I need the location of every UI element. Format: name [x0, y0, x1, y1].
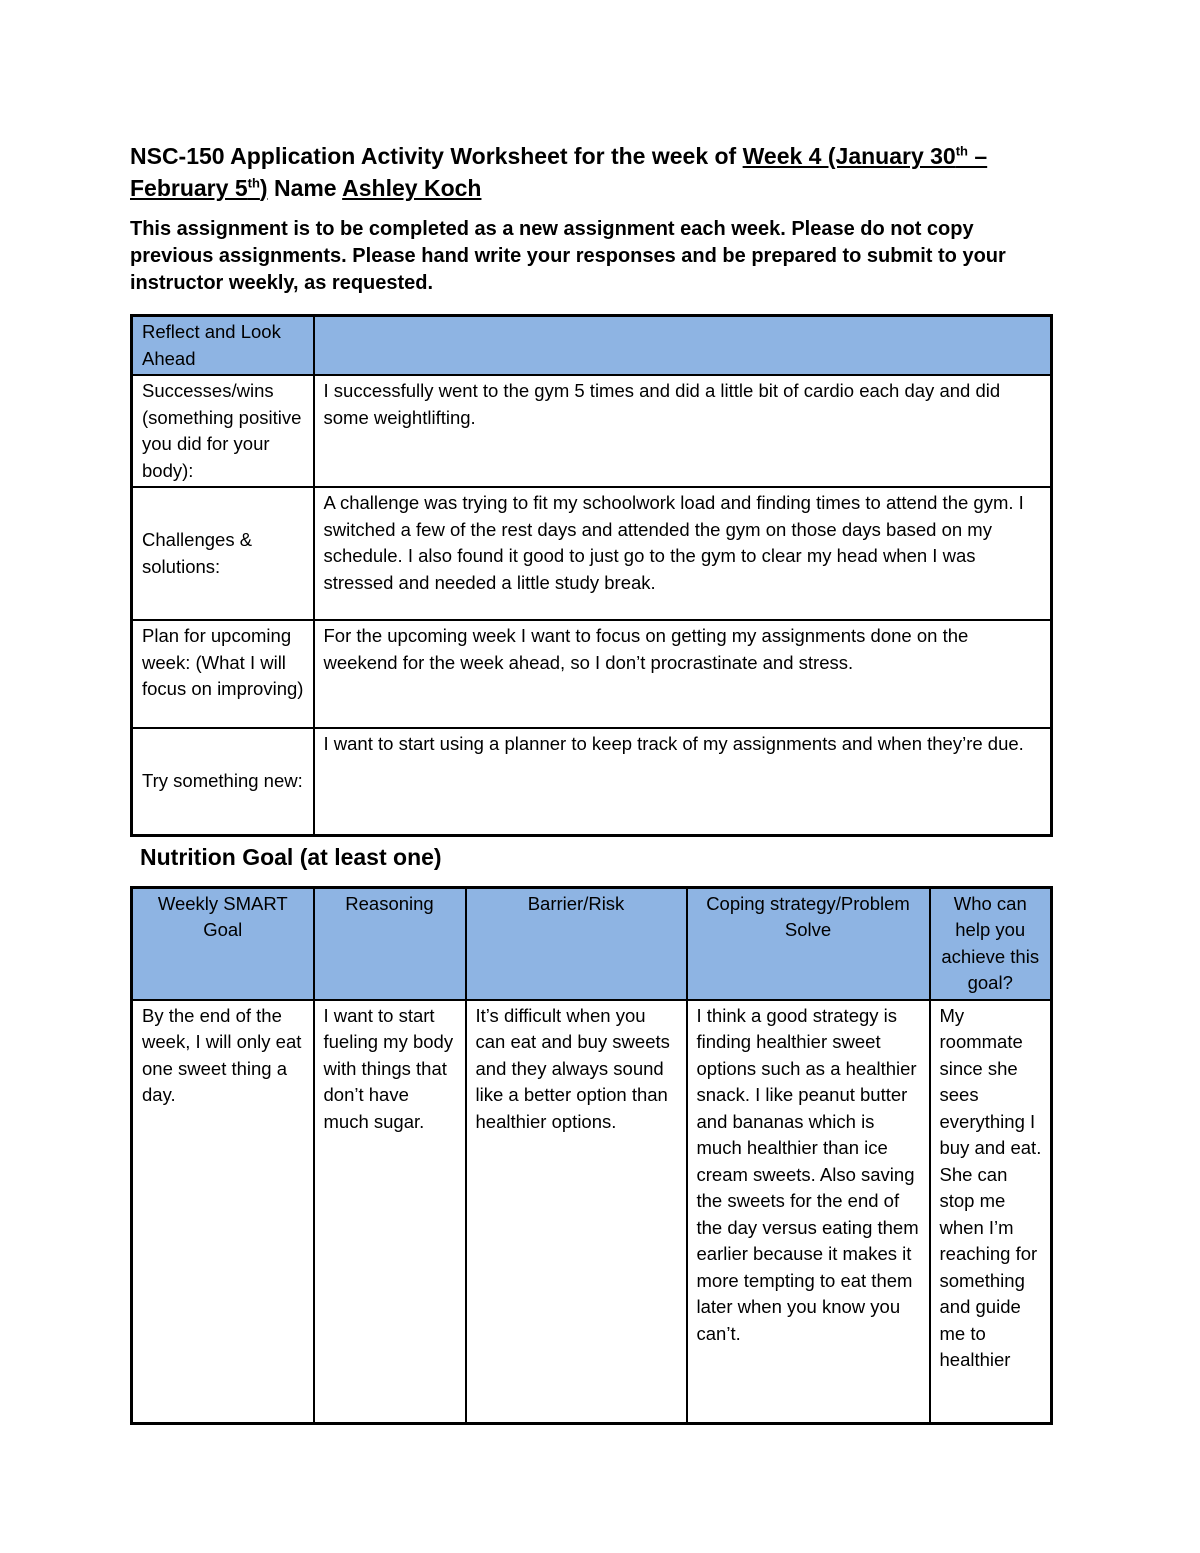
reflect-table: [130, 314, 1053, 837]
smart-goal-cell: By the end of the week, I will only eat one sweet thing a day.: [132, 1000, 314, 1424]
nutrition-table: [130, 886, 1053, 1426]
challenges-response: A challenge was trying to fit my schoolwork load and finding times to attend the gym. I switched a few of the rest days and attended the gym on those days based on my schedule. I also found it good to just go to the gym to clear my head when I was stressed and needed a little study break.: [314, 487, 1052, 620]
student-name: Ashley Koch: [342, 175, 482, 201]
successes-response: I successfully went to the gym 5 times and did a little bit of cardio each day and did some weightlifting.: [314, 375, 1052, 487]
column-header-smart-goal: Weekly SMART Goal: [132, 887, 314, 1000]
reflect-header-value: [314, 316, 1052, 376]
try-new-label: Try something new:: [132, 728, 314, 835]
challenges-label: Challenges & solutions:: [132, 487, 314, 620]
plan-label: Plan for upcoming week: (What I will focus on improving): [132, 620, 314, 728]
successes-label: Successes/wins (something positive you did for your body):: [132, 375, 314, 487]
reflect-row-try-new: [132, 728, 1052, 835]
nutrition-heading: Nutrition Goal (at least one): [140, 843, 442, 870]
nutrition-goal-row: [132, 1000, 1052, 1424]
column-header-helper: Who can help you achieve this goal?: [930, 887, 1052, 1000]
reflect-row-plan: [132, 620, 1052, 728]
plan-response: For the upcoming week I want to focus on getting my assignments done on the weekend for the week ahead, so I don’t procrastinate and stress.: [314, 620, 1052, 728]
nutrition-header-row: [132, 887, 1052, 1000]
coping-cell: I think a good strategy is finding healthier sweet options such as a healthier snack. I like peanut butter and bananas which is much healthier than ice cream sweets. Also saving the sweets for the end of the day versus eating them earlier because it makes it more tempting to eat them later when you know you can’t.: [687, 1000, 930, 1424]
reflect-header-row: [132, 316, 1052, 376]
reflect-header-label: Reflect and Look Ahead: [132, 316, 314, 376]
worksheet-title: [130, 140, 1050, 204]
week-field: Week 4 (January 30th – February 5th): [130, 143, 988, 201]
column-header-barrier: Barrier/Risk: [466, 887, 687, 1000]
column-header-coping: Coping strategy/Problem Solve: [687, 887, 930, 1000]
worksheet-page: [130, 140, 1050, 1425]
instructions-text: This assignment is to be completed as a new assignment each week. Please do not copy previous assignments. Please hand write your responses and be prepared to submit to your instructor weekly, as requested.: [130, 218, 1006, 294]
column-header-reasoning: Reasoning: [314, 887, 466, 1000]
reflect-row-challenges: [132, 487, 1052, 620]
try-new-response: I want to start using a planner to keep track of my assignments and when they’re due.: [314, 728, 1052, 835]
barrier-cell: It’s difficult when you can eat and buy sweets and they always sound like a better option than healthier options.: [466, 1000, 687, 1424]
title-main-text: NSC-150 Application Activity Worksheet for the week of: [130, 143, 743, 169]
helper-cell: My roommate since she sees everything I buy and eat. She can stop me when I’m reaching for something and guide me to healthier: [930, 1000, 1052, 1424]
name-label: Name: [267, 175, 343, 201]
reflect-row-successes: [132, 375, 1052, 487]
reasoning-cell: I want to start fueling my body with things that don’t have much sugar.: [314, 1000, 466, 1424]
